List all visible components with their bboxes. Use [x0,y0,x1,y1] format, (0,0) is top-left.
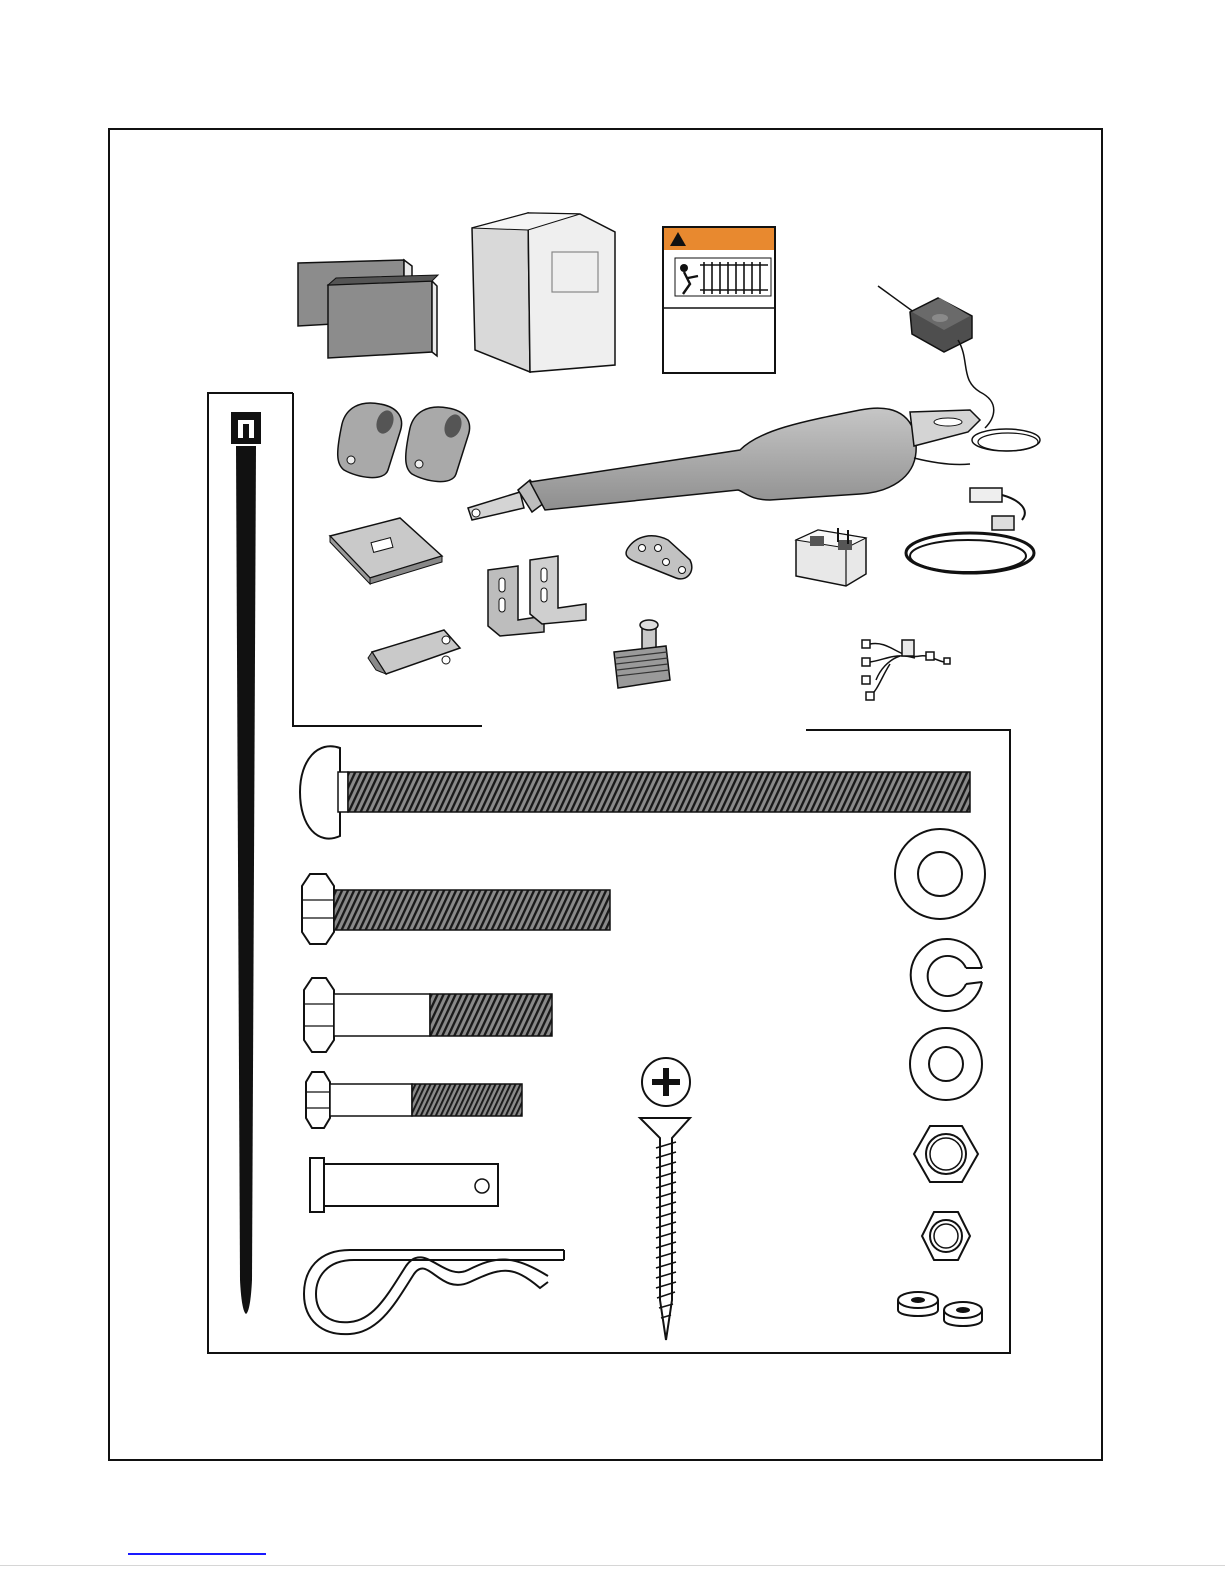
hex-bolt-icon [302,874,610,944]
bracket-icon [614,620,670,688]
footer-divider [0,1565,1225,1566]
washer-icon [910,1028,982,1100]
transformer-icon [796,528,866,586]
hex-nut-icon [914,1126,978,1182]
bracket-icon [330,518,442,584]
bracket-icon [626,536,692,579]
battery-icon [298,260,438,358]
warning-sign-icon [663,227,775,373]
hex-nut-icon [922,1212,970,1260]
bracket-icon [368,630,460,674]
hairpin-clip-icon [304,1250,564,1334]
carriage-bolt-icon [300,746,970,838]
bracket-icon [488,556,586,636]
inner-frame [208,393,1010,1353]
footer-link-underline[interactable] [128,1553,266,1555]
control-box-icon [472,213,615,372]
hex-bolt-icon [304,978,552,1052]
clevis-pin-icon [310,1158,498,1212]
cable-tie-icon [231,412,261,1314]
remote-icon [338,403,470,482]
washer-icon [895,829,985,919]
hex-bolt-icon [306,1072,522,1128]
wood-screw-icon [640,1058,690,1340]
spacer-icon [898,1292,982,1326]
actuator-icon [468,408,980,520]
power-cable-icon [906,488,1034,573]
lock-washer-icon [911,939,982,1011]
wire-harness-icon [862,640,950,700]
